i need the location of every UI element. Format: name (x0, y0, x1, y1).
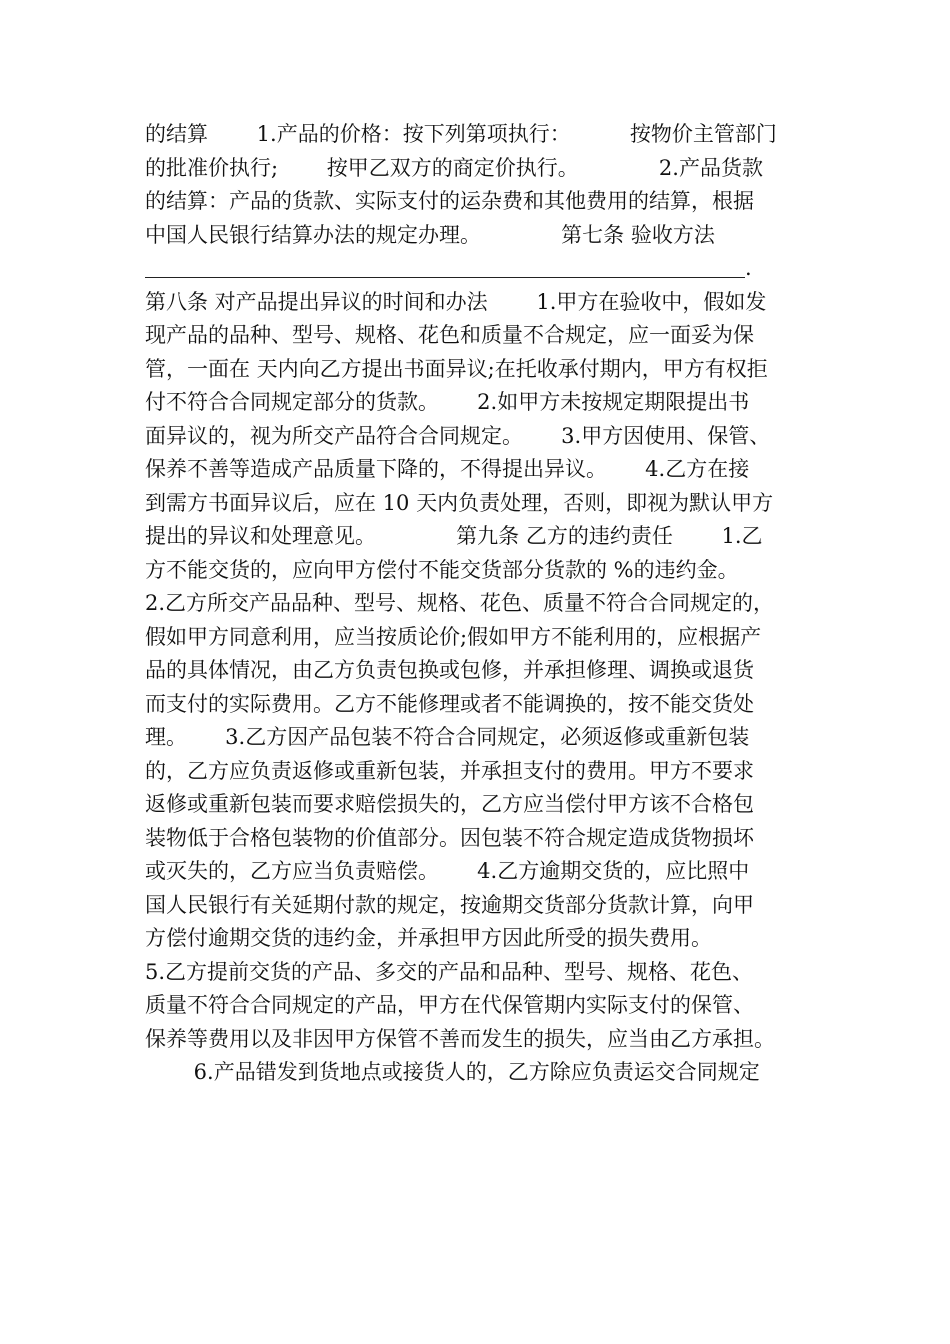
text-line: 国人民银行有关延期付款的规定，按逾期交货部分货款计算，向甲 (145, 892, 754, 917)
text-line: 提出的异议和处理意见。 第九条 乙方的违约责任 1.乙 (145, 524, 763, 548)
text-line: 第八条 对产品提出异议的时间和办法 1.甲方在验收中，假如发 (145, 289, 767, 314)
text-line: 的，乙方应负责返修或重新包装，并承担支付的费用。甲方不要求 (145, 758, 754, 783)
text-line: 的批准价执行; 按甲乙双方的商定价执行。 2.产品货款 (145, 155, 763, 180)
text-line: 面异议的，视为所交产品符合合同规定。 3.甲方因使用、保管、 (145, 423, 771, 448)
text-line: 5.乙方提前交货的产品、多交的产品和品种、型号、规格、花色、 (145, 959, 754, 984)
text-line: 2.乙方所交产品品种、型号、规格、花色、质量不符合合同规定的， (145, 591, 775, 615)
text-line: 现产品的品种、型号、规格、花色和质量不合规定，应一面妥为保 (145, 323, 754, 347)
text-line: 的结算：产品的货款、实际支付的运杂费和其他费用的结算，根据 (145, 189, 754, 213)
rule-end-mark: . (745, 256, 752, 280)
text-line: 中国人民银行结算办法的规定办理。 第七条 验收方法 (145, 222, 715, 247)
text-line: 假如甲方同意利用，应当按质论价;假如甲方不能利用的，应根据产 (145, 624, 762, 649)
text-line: 方偿付逾期交货的违约金，并承担甲方因此所受的损失费用。 (145, 926, 712, 950)
underline-rule (145, 277, 745, 278)
text-line: 装物低于合格包装物的价值部分。因包装不符合规定造成货物损坏 (145, 825, 754, 850)
text-line: 保养等费用以及非因甲方保管不善而发生的损失，应当由乙方承担。 (145, 1026, 775, 1051)
text-line: 付不符合合同规定部分的货款。 2.如甲方未按规定期限提出书 (145, 390, 750, 414)
text-line: 理。 3.乙方因产品包装不符合合同规定，必须返修或重新包装 (145, 725, 750, 749)
contract-body-text (145, 118, 810, 1090)
text-line: 返修或重新包装而要求赔偿损失的，乙方应当偿付甲方该不合格包 (145, 792, 754, 816)
text-line: 质量不符合合同规定的产品，甲方在代保管期内实际支付的保管、 (145, 993, 754, 1017)
text-line: 或灭失的，乙方应当负责赔偿。 4.乙方逾期交货的，应比照中 (145, 859, 750, 883)
text-line: 品的具体情况，由乙方负责包换或包修，并承担修理、调换或退货 (145, 658, 754, 682)
text-line: 到需方书面异议后，应在 10 天内负责处理，否则，即视为默认甲方 (145, 490, 774, 515)
text-line: 而支付的实际费用。乙方不能修理或者不能调换的，按不能交货处 (145, 691, 754, 716)
text-line: 方不能交货的，应向甲方偿付不能交货部分货款的 %的违约金。 (145, 557, 739, 582)
text-line: 管，一面在 天内向乙方提出书面异议;在托收承付期内，甲方有权拒 (145, 356, 768, 381)
text-line: 的结算 1.产品的价格：按下列第项执行： 按物价主管部门 (145, 122, 777, 146)
blank-fill-line (145, 252, 810, 286)
text-line: 6.产品错发到货地点或接货人的，乙方除应负责运交合同规定 (145, 1060, 760, 1084)
text-line: 保养不善等造成产品质量下降的，不得提出异议。 4.乙方在接 (145, 457, 750, 481)
